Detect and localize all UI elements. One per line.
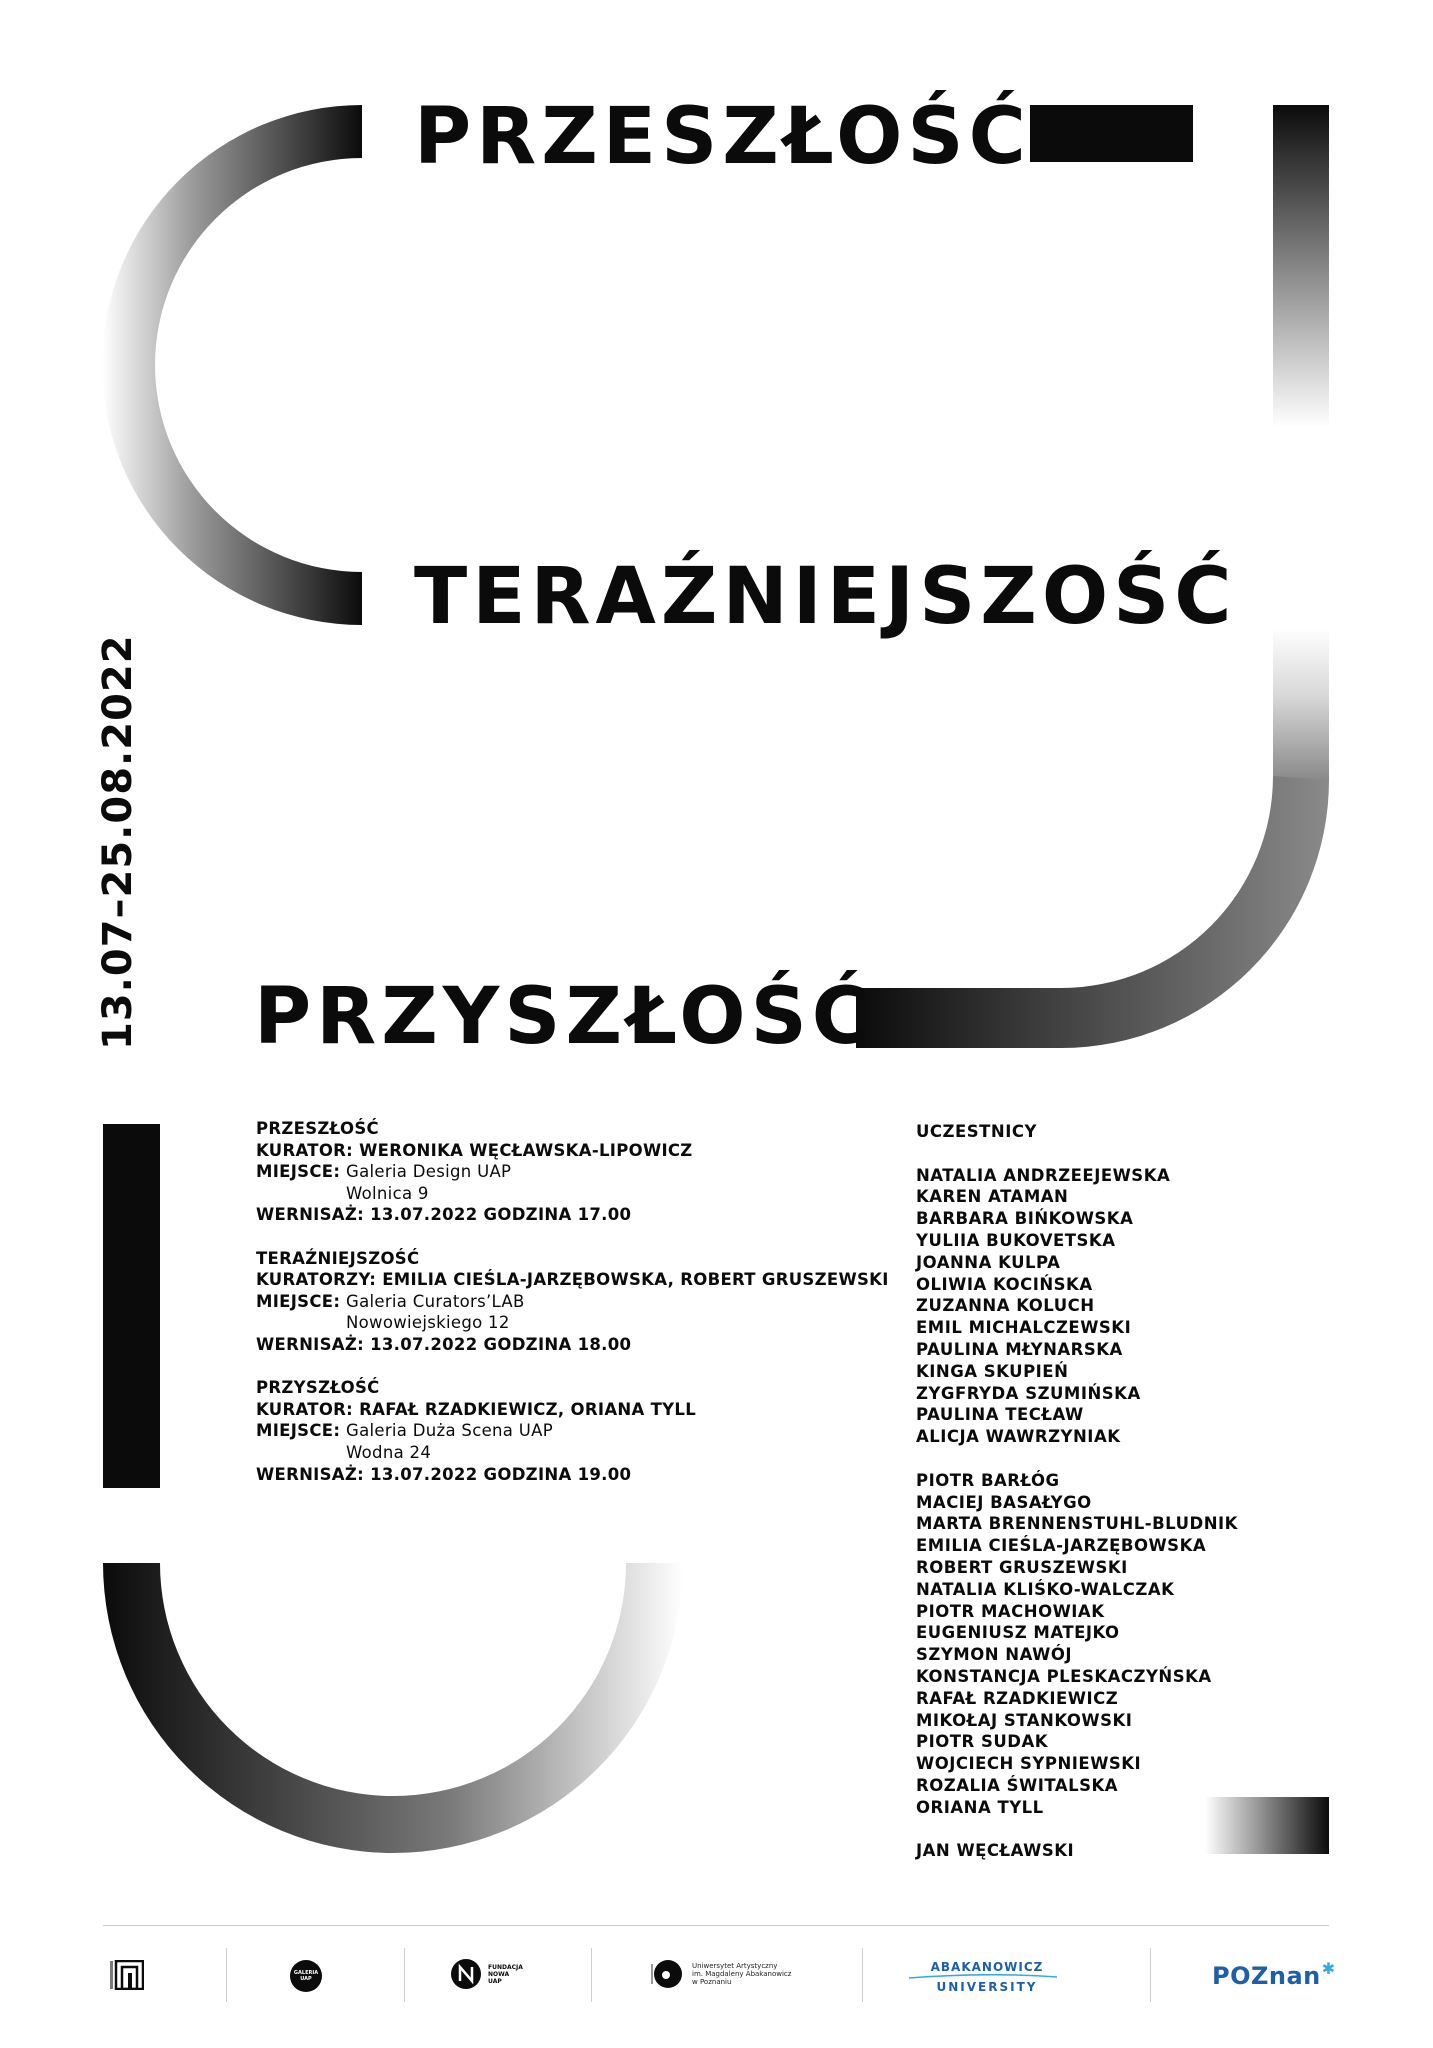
black-bar-top — [1030, 105, 1193, 162]
footer-separator — [404, 1948, 405, 2002]
participant-name: NATALIA ANDRZEEJEWSKA — [916, 1165, 1171, 1185]
participant-name: KAREN ATAMAN — [916, 1187, 1069, 1207]
participant-name: PAULINA MŁYNARSKA — [916, 1339, 1123, 1359]
footer-divider — [103, 1925, 1329, 1926]
participants-group-2 — [916, 1470, 1238, 1819]
participant-name: MACIEJ BASAŁYGO — [916, 1492, 1092, 1512]
black-bar-left — [103, 1124, 160, 1488]
fundacja-line1: FUNDACJA — [488, 1963, 523, 1971]
participant-name: ZUZANNA KOLUCH — [916, 1296, 1095, 1316]
participant-name: EMIL MICHALCZEWSKI — [916, 1318, 1132, 1338]
participant-name: MIKOŁAJ STANKOWSKI — [916, 1710, 1133, 1730]
participant-name: YULIIA BUKOVETSKA — [916, 1230, 1116, 1250]
participant-name: JOANNA KULPA — [916, 1252, 1061, 1272]
place-address: Wodna 24 — [346, 1442, 432, 1462]
participant-name: JAN WĘCŁAWSKI — [916, 1841, 1075, 1861]
place-address: Wolnica 9 — [346, 1183, 429, 1203]
participant-name: NATALIA KLIŚKO-WALCZAK — [916, 1579, 1175, 1599]
participant-name: SZYMON NAWÓJ — [916, 1645, 1072, 1665]
participant-name: PAULINA TECŁAW — [916, 1405, 1084, 1425]
participant-name: RAFAŁ RZADKIEWICZ — [916, 1688, 1119, 1708]
participants-group-3 — [916, 1840, 1238, 1862]
opening-label: WERNISAŻ: — [256, 1334, 365, 1354]
participants-heading: UCZESTNICY — [916, 1122, 1037, 1141]
footer-separator — [226, 1948, 227, 2002]
exhibition-title: TERAŹNIEJSZOŚĆ — [256, 1248, 420, 1268]
uap-line2: im. Magdaleny Abakanowicz — [692, 1970, 792, 1978]
star-icon: ✱ — [1321, 1959, 1336, 1978]
abakanowicz-top: ABAKANOWICZ — [930, 1960, 1044, 1974]
place-label: MIEJSCE: — [256, 1421, 341, 1441]
fundacja-logo — [450, 1958, 523, 1990]
footer-separator — [1150, 1948, 1151, 2002]
participant-name: OLIWIA KOCIŃSKA — [916, 1274, 1093, 1294]
abakanowicz-logo — [907, 1960, 1067, 1994]
exhibition-info — [256, 1118, 889, 1507]
exhibition-future — [256, 1377, 889, 1485]
headline-present: TERAŹNIEJSZOŚĆ — [414, 552, 1237, 642]
curator-label: KURATORZY: — [256, 1270, 377, 1290]
participant-name: EUGENIUSZ MATEJKO — [916, 1623, 1120, 1643]
exhibition-title: PRZESZŁOŚĆ — [256, 1119, 379, 1138]
arc-right-light — [1273, 627, 1329, 780]
n-circle-icon — [450, 1958, 482, 1990]
uap-emblem-icon — [650, 1958, 684, 1990]
curator-label: KURATOR: — [256, 1140, 354, 1160]
participant-name: PIOTR BARŁÓG — [916, 1470, 1060, 1490]
exhibition-past — [256, 1118, 889, 1226]
participant-name: ROBERT GRUSZEWSKI — [916, 1557, 1128, 1577]
footer-separator — [591, 1948, 592, 2002]
arc-right — [856, 627, 1329, 1048]
galeria-logo-line2: UAP — [300, 1976, 312, 1982]
poznan-logo — [1212, 1959, 1336, 1990]
participant-name: ROZALIA ŚWITALSKA — [916, 1775, 1119, 1795]
participant-name: KONSTANCJA PLESKACZYŃSKA — [916, 1666, 1212, 1686]
opening-value: 13.07.2022 GODZINA 17.00 — [370, 1205, 632, 1225]
participant-name: ZYGFRYDA SZUMIŃSKA — [916, 1383, 1141, 1403]
place-name: Galeria Curators’LAB — [346, 1291, 525, 1311]
exhibition-present — [256, 1248, 889, 1356]
participant-name: PIOTR SUDAK — [916, 1732, 1048, 1752]
participants-list — [916, 1121, 1238, 1862]
place-label: MIEJSCE: — [256, 1162, 341, 1182]
arc-bottom-left — [103, 1563, 683, 1853]
exhibition-dates: 13.07–25.08.2022 — [95, 634, 141, 1050]
participant-name: PIOTR MACHOWIAK — [916, 1601, 1105, 1621]
galeria-logo — [290, 1960, 322, 1992]
opening-label: WERNISAŻ: — [256, 1464, 365, 1484]
fundacja-line3: UAP — [488, 1977, 502, 1985]
opening-value: 13.07.2022 GODZINA 19.00 — [370, 1464, 632, 1484]
headline-past: PRZESZŁOŚĆ — [414, 92, 1031, 182]
galeria-logo-line1: GALERIA — [293, 1970, 319, 1976]
exhibition-title: PRZYSZŁOŚĆ — [256, 1378, 380, 1398]
headline-future: PRZYSZŁOŚĆ — [254, 972, 875, 1062]
place-name: Galeria Design UAP — [346, 1162, 512, 1182]
participant-name: ORIANA TYLL — [916, 1797, 1044, 1817]
footer-separator — [862, 1948, 863, 2002]
place-address: Nowowiejskiego 12 — [346, 1313, 510, 1333]
participant-name: BARBARA BIŃKOWSKA — [916, 1209, 1134, 1229]
curator-value: RAFAŁ RZADKIEWICZ, ORIANA TYLL — [359, 1399, 697, 1419]
participant-name: KINGA SKUPIEŃ — [916, 1361, 1069, 1381]
poznan-wordmark: POZnan — [1212, 1962, 1321, 1990]
abakanowicz-bottom: UNIVERSITY — [936, 1980, 1038, 1994]
place-name: Galeria Duża Scena UAP — [346, 1421, 553, 1441]
uap-logo — [650, 1958, 791, 1990]
building-logo — [108, 1960, 144, 1990]
gradient-bar-right — [1273, 105, 1329, 427]
place-label: MIEJSCE: — [256, 1291, 341, 1311]
curator-value: WERONIKA WĘCŁAWSKA-LIPOWICZ — [359, 1140, 693, 1160]
participants-group-1 — [916, 1165, 1238, 1448]
participant-name: EMILIA CIEŚLA-JARZĘBOWSKA — [916, 1536, 1207, 1556]
arc-top-left — [102, 105, 362, 625]
opening-value: 13.07.2022 GODZINA 18.00 — [370, 1334, 632, 1354]
participant-name: MARTA BRENNENSTUHL-BLUDNIK — [916, 1514, 1238, 1534]
curator-value: EMILIA CIEŚLA-JARZĘBOWSKA, ROBERT GRUSZEWSKI — [382, 1270, 889, 1290]
participant-name: WOJCIECH SYPNIEWSKI — [916, 1754, 1142, 1774]
curator-label: KURATOR: — [256, 1399, 354, 1419]
opening-label: WERNISAŻ: — [256, 1205, 365, 1225]
participant-name: ALICJA WAWRZYNIAK — [916, 1427, 1121, 1447]
uap-line3: w Poznaniu — [692, 1978, 732, 1986]
fundacja-line2: NOWA — [488, 1970, 510, 1978]
uap-line1: Uniwersytet Artystyczny — [692, 1962, 778, 1970]
